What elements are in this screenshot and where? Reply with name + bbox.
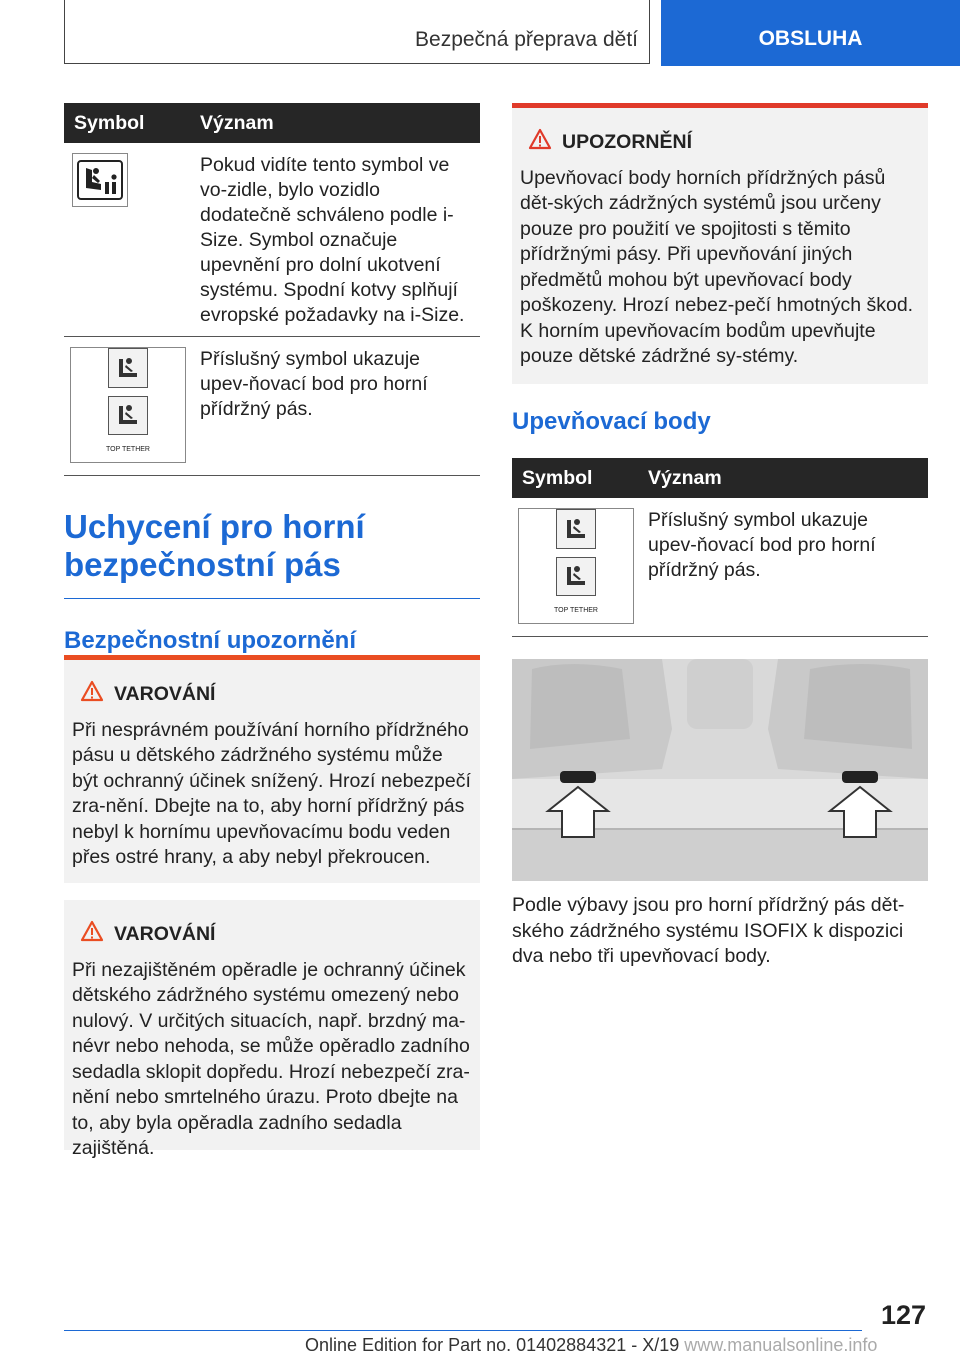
edition-text: Online Edition for Part no. 01402884321 - X/19: [305, 1335, 680, 1355]
warning-triangle-icon: [80, 680, 104, 710]
body-paragraph: Podle výbavy jsou pro horní přídržný pás dět-ského zádržného systému ISOFIX k dispozici dva nebo tři upevňovací body.: [512, 894, 905, 967]
left-column: [64, 103, 480, 476]
col-header-symbol: Symbol: [512, 458, 638, 498]
col-header-meaning: Význam: [638, 458, 928, 498]
header-divider: [64, 0, 65, 64]
seat-photo: [512, 659, 928, 886]
top-tether-label: TOP TETHER: [554, 607, 598, 614]
warning-callout: [64, 655, 480, 883]
subheading: Bezpečnostní upozornění: [64, 627, 357, 654]
section-title: Bezpečná přeprava dětí: [415, 28, 638, 51]
right-table-block: [512, 458, 928, 637]
tether-anchor-icon: [108, 348, 148, 388]
table-row: [512, 498, 928, 637]
top-tether-label: TOP TETHER: [106, 446, 150, 453]
chapter-tab[interactable]: OBSLUHA: [661, 0, 960, 66]
warning-title: VAROVÁNÍ: [114, 923, 216, 945]
caution-text: Upevňovací body horních přídržných pásů dět-ských zádržných systémů jsou určeny pouze pro použití ve spojitosti s těmito přídržnými pásy. Při upevňování jiných předmětů mohou být upevňovací body poškozeny. Hrozí nebez-pečí hmotných škod. K horním upevňovacím bodům upevňujte pouze dětské zádržné sy-stémy.: [520, 166, 914, 367]
tether-anchor-icon: [556, 509, 596, 549]
top-tether-icon: [518, 508, 634, 624]
footer: [305, 1335, 877, 1356]
symbol-table: [64, 103, 480, 476]
warning-text: Při nesprávném používání horního přídržného pásu u dětského zádržného systému může být ochranný účinek snížený. Hrozí nebezpečí zra-nění. Dbejte na to, aby horní přídržný pás nebyl k hornímu upevňovacímu bodu veden přes ostré hrany, a aby nebyl překroucen.: [72, 718, 471, 868]
right-heading-block: [512, 408, 928, 436]
warning-text: Při nezajištěném opěradle je ochranný účinek dětského zádržného systému omezený nebo nulový. V určitých situacích, např. brzdný ma-névr nebo nehoda, se může opěradlo zadního sedadla sklopit dopředu. Hrozí nebezpečí zra-nění nebo smrtelného úrazu. Proto dbejte na to, aby byla opěradla zadního sedadla zajištěná.: [72, 958, 470, 1159]
table-row: [64, 337, 480, 476]
header-underline: [64, 63, 650, 64]
left-heading-block: [64, 508, 480, 655]
isize-seat-icon: [72, 153, 128, 207]
tether-anchor-icon: [108, 396, 148, 436]
top-tether-icon: [70, 347, 186, 463]
tether-anchor-icon: [556, 557, 596, 597]
watermark: www.manualsonline.info: [684, 1335, 878, 1355]
warning-title: VAROVÁNÍ: [114, 683, 216, 705]
subheading: Upevňovací body: [512, 408, 711, 435]
caution-title: UPOZORNĚNÍ: [562, 131, 693, 153]
page-header: [0, 0, 960, 66]
table-cell-text: Příslušný symbol ukazuje upev-ňovací bod pro horní přídržný pás.: [190, 337, 480, 476]
warning-callout: [64, 900, 480, 1159]
caution-callout: [512, 103, 928, 384]
footer-rule: [64, 1330, 862, 1331]
body-paragraph-block: [512, 893, 928, 970]
caution-triangle-icon: [528, 128, 552, 158]
header-divider: [649, 0, 650, 64]
table-cell-text: Pokud vidíte tento symbol ve vo-zidle, bylo vozidlo dodatečně schváleno podle i-Size. Symbol označuje upevnění pro dolní ukotvení systému. Spodní kotvy splňují evropské požadavky na i-Size.: [190, 143, 480, 337]
warning-triangle-icon: [80, 920, 104, 950]
rear-seat-anchor-illustration: [512, 659, 928, 881]
col-header-meaning: Význam: [190, 103, 480, 143]
table-row: [64, 143, 480, 337]
page-number: 127: [880, 1300, 926, 1330]
col-header-symbol: Symbol: [64, 103, 190, 143]
table-cell-text: Příslušný symbol ukazuje upev-ňovací bod pro horní přídržný pás.: [638, 498, 928, 637]
heading-rule: [64, 598, 480, 599]
symbol-table: [512, 458, 928, 637]
section-heading: Uchycení pro horní bezpečnostní pás: [64, 508, 365, 583]
